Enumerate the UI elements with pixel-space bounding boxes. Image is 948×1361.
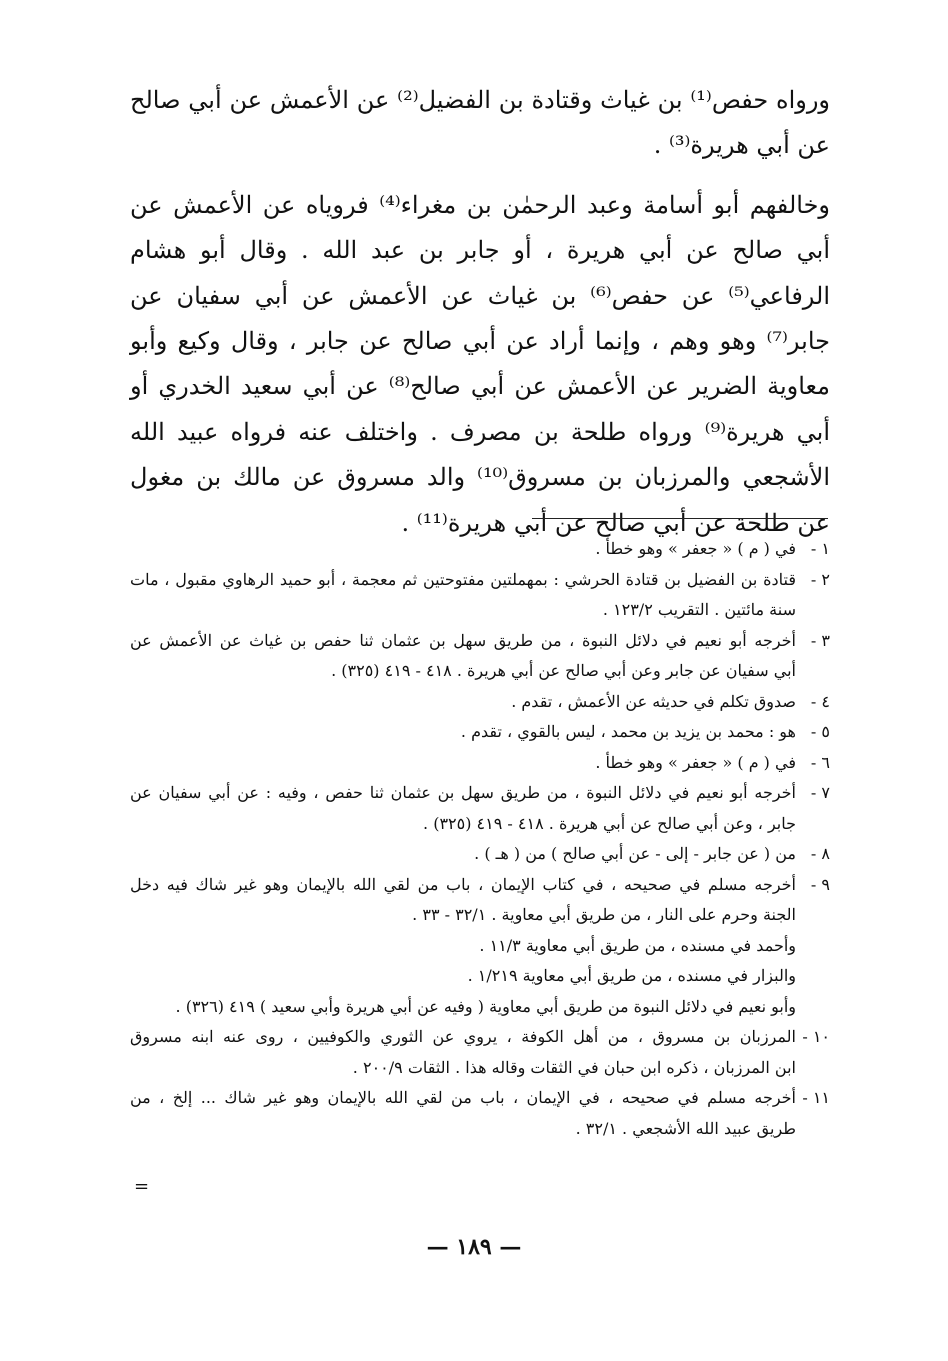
- footnote-1: [130, 534, 830, 565]
- footnote-3: [130, 626, 830, 687]
- continuation-mark: =: [134, 1176, 150, 1197]
- footnote-line: صدوق تكلم في حديثه عن الأعمش ، تقدم .: [511, 691, 796, 711]
- footnote-line: ابن المرزبان ، ذكره ابن حبان في الثقات وقاله هذا . الثقات ٢٠٠/٩ .: [352, 1057, 796, 1077]
- footnote-line: أخرجه أبو نعيم في دلائل النبوة ، من طريق سهل بن عثمان ثنا حفص بن غياث عن الأعمش عن: [130, 630, 796, 650]
- footnote-line: سنة مائتين . التقريب ١٢٣/٢ .: [602, 600, 796, 619]
- footnote-line: في ( م ) « جعفر » وهو خطأ .: [595, 539, 796, 558]
- footnote-8: [130, 839, 830, 870]
- footnote-number: ٩ -: [810, 874, 830, 894]
- footnote-line: هو : محمد بن يزيد بن محمد ، ليس بالقوي ، تقدم .: [460, 722, 796, 741]
- page-number: — ١٨٩ —: [426, 1234, 522, 1260]
- footnote-number: ١٠ -: [802, 1027, 830, 1046]
- paragraph-2: وخالفهم أبو أسامة وعبد الرحمٰن بن مغراء⁽⁴⁾ فروياه عن الأعمش عن أبي صالح عن أبي هريرة ، أو جابر بن عبد الله . وقال أبو هشام الرفاعي⁽⁵⁾ عن حفص⁽⁶⁾ بن غياث عن الأعمش عن أبي سفيان عن جابر⁽⁷⁾ وهو وهم ، وإنما أراد عن أبي صالح عن جابر ، وقال وكيع وأبو معاوية الضرير عن الأعمش عن أبي صالح⁽⁸⁾ عن أبي سعيد الخدري أو أبي هريرة⁽⁹⁾ ورواه طلحة بن مصرف . واختلف عنه فرواه عبيد الله الأشجعي والمرزبان بن مسروق⁽¹⁰⁾ والد مسروق عن مالك بن مغول عن طلحة عن أبي صالح عن أبي هريرة⁽¹¹⁾ .: [130, 190, 831, 537]
- footnote-number: ٣ -: [810, 630, 830, 650]
- footnote-number: ٥ -: [810, 722, 830, 741]
- footnote-number: ٢ -: [810, 569, 830, 589]
- main-text: [130, 78, 830, 546]
- footnote-line: أخرجه مسلم في صحيحه ، في الإيمان ، باب من لقي الله بالإيمان وهو غير شاك ... إلخ ، من: [130, 1088, 796, 1107]
- footnote-4: [130, 687, 830, 718]
- footnote-number: ٨ -: [810, 844, 830, 863]
- footnote-line: المرزبان بن مسروق ، من أهل الكوفة ، يروي عن الثوري والكوفيين ، روى عنه ابنه مسروق: [130, 1027, 796, 1046]
- footnote-6: [130, 748, 830, 779]
- footnote-number: ١١ -: [802, 1088, 830, 1107]
- footnote-9: [130, 870, 830, 1023]
- footnote-number: ١ -: [810, 539, 830, 558]
- footnote-number: ٧ -: [810, 783, 830, 802]
- paragraph-1: ورواه حفص⁽¹⁾ بن غياث وقتادة بن الفضيل⁽²⁾ عن الأعمش عن أبي صالح عن أبي هريرة⁽³⁾ .: [130, 86, 831, 160]
- footnote-line: أبي سفيان عن جابر وعن أبي صالح عن أبي هريرة . ٤١٨ - ٤١٩ (٣٢٥) .: [331, 661, 796, 680]
- footnote-line: الجنة وحرم على النار ، من طريق أبي معاوية . ٣٢/١ - ٣٣ .: [412, 905, 796, 924]
- footnote-line: وأحمد في مسنده ، من طريق أبي معاوية ١١/٣ .: [479, 935, 796, 955]
- footnote-line: أخرجه أبو نعيم في دلائل النبوة ، من طريق سهل بن عثمان ثنا حفص ، وفيه : عن أبي سفيان عن: [130, 783, 796, 802]
- footnote-5: [130, 717, 830, 748]
- footnote-separator: [532, 518, 828, 519]
- footnote-line: قتادة بن الفضيل بن قتادة الحرشي : بمهملتين مفتوحتين ثم معجمة ، أبو حميد الرهاوي مقبول ، مات: [130, 569, 796, 589]
- footnote-line: في ( م ) « جعفر » وهو خطأ .: [595, 752, 796, 772]
- footnote-line: وأبو نعيم في دلائل النبوة من طريق أبي معاوية ( وفيه عن أبي هريرة وأبي سعيد ) ٤١٩ (٣٢٦) .: [175, 996, 796, 1016]
- footnote-line: والبزار في مسنده ، من طريق أبي معاوية ١/٢١٩ .: [467, 966, 796, 985]
- footnote-line: من ( عن جابر - إلى - عن أبي صالح ) من ( هـ ) .: [474, 844, 796, 863]
- footnote-line: طريق عبيد الله الأشجعي . ٣٢/١ .: [575, 1118, 796, 1138]
- footnote-line: جابر ، وعن أبي صالح عن أبي هريرة . ٤١٨ - ٤١٩ (٣٢٥) .: [423, 813, 796, 833]
- footnotes: [130, 534, 830, 1144]
- footnote-11: [130, 1083, 830, 1144]
- footnote-line: أخرجه مسلم في صحيحه ، في كتاب الإيمان ، باب من لقي الله بالإيمان وهو غير شاك فيه دخل: [130, 874, 796, 894]
- footnote-2: [130, 565, 830, 626]
- footnote-number: ٤ -: [810, 691, 830, 711]
- footnote-10: [130, 1022, 830, 1083]
- footnote-number: ٦ -: [810, 752, 830, 772]
- footnote-7: [130, 778, 830, 839]
